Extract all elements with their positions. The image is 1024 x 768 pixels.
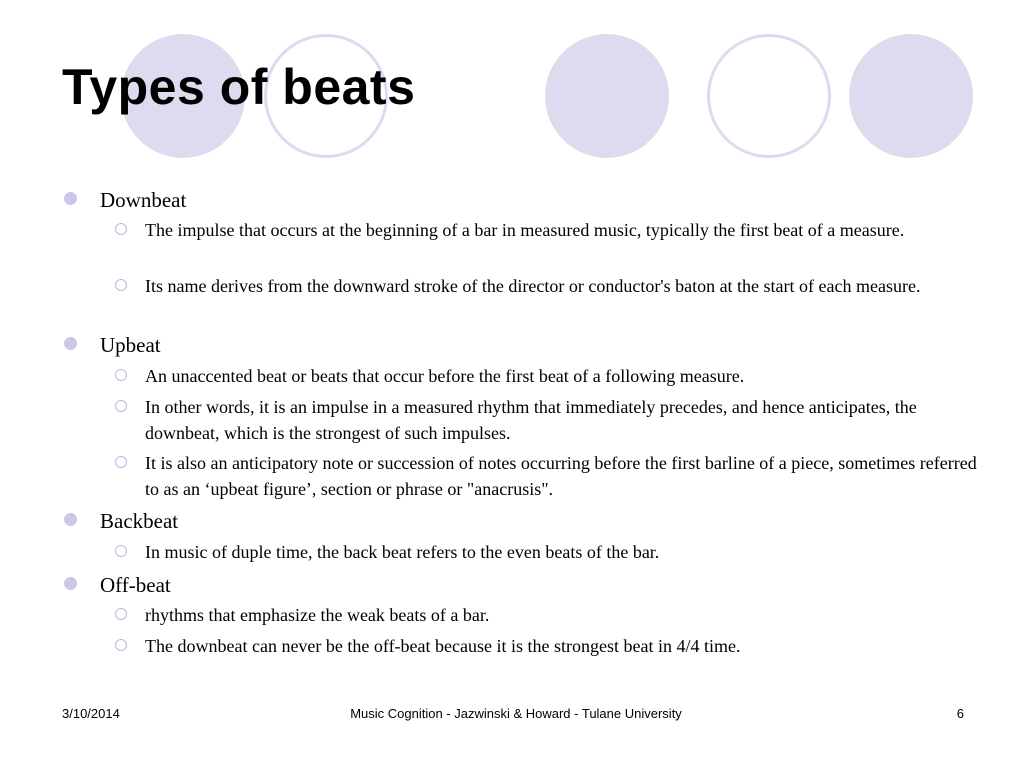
section-heading-backbeat: Backbeat [100, 509, 179, 533]
bullet-icon [64, 577, 77, 590]
sub-bullet-icon [115, 369, 127, 381]
sub-bullet-icon [115, 223, 127, 235]
slide-title: Types of beats [62, 59, 416, 115]
section-heading-offbeat: Off-beat [100, 573, 171, 597]
page-number: 6 [956, 706, 964, 721]
bullet-icon [64, 192, 77, 205]
footer-date: 3/10/2014 [62, 706, 120, 721]
decoration-circle-5 [849, 34, 973, 158]
section-heading-upbeat: Upbeat [100, 333, 161, 357]
sub-bullet-icon [115, 400, 127, 412]
bullet-icon [64, 337, 77, 350]
point-downbeat-1: The impulse that occurs at the beginning of a bar in measured music, typically the first beat of a measure. [145, 220, 905, 240]
point-downbeat-2: Its name derives from the downward stroke of the director or conductor's baton at the start of each measure. [145, 276, 921, 296]
sub-bullet-icon [115, 608, 127, 620]
sub-bullet-icon [115, 279, 127, 291]
sub-bullet-icon [115, 639, 127, 651]
point-offbeat-2: The downbeat can never be the off-beat because it is the strongest beat in 4/4 time. [145, 636, 741, 656]
decoration-circle-3 [545, 34, 669, 158]
sub-bullet-icon [115, 545, 127, 557]
sub-bullet-icon [115, 456, 127, 468]
decoration-circle-4 [707, 34, 831, 158]
point-upbeat-2: In other words, it is an impulse in a measured rhythm that immediately precedes, and hence anticipates, the downbeat, which is the strongest of such impulses. [145, 397, 917, 443]
footer-text: Music Cognition - Jazwinski & Howard - Tulane University [350, 706, 682, 721]
point-offbeat-1: rhythms that emphasize the weak beats of a bar. [145, 605, 490, 625]
point-upbeat-1: An unaccented beat or beats that occur before the first beat of a following measure. [145, 366, 745, 386]
point-backbeat-1: In music of duple time, the back beat refers to the even beats of the bar. [145, 542, 660, 562]
section-heading-downbeat: Downbeat [100, 188, 187, 212]
bullet-icon [64, 513, 77, 526]
point-upbeat-3: It is also an anticipatory note or succession of notes occurring before the first barline of a piece, sometimes referred to as an ‘upbeat figure’, section or phrase or "anacrusis". [145, 453, 977, 499]
